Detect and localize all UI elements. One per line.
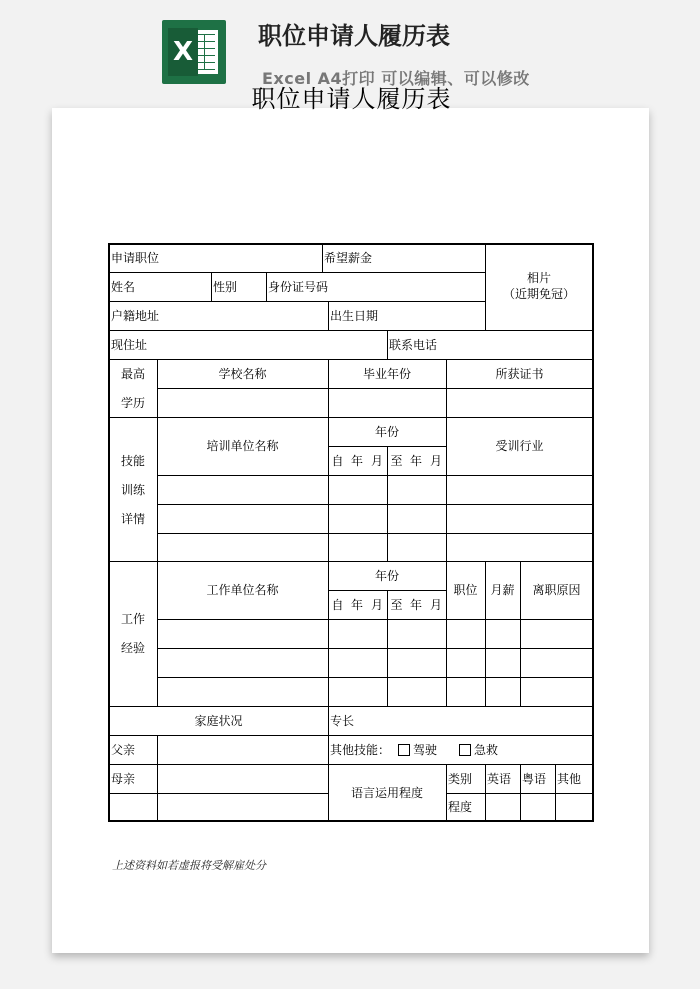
training-to-year: 年 bbox=[409, 453, 422, 468]
banner-subtitle: Excel A4打印 可以编辑、可以修改 bbox=[262, 69, 530, 88]
header-school-name: 学校名称 bbox=[218, 366, 267, 381]
excel-x-letter: X bbox=[168, 28, 198, 76]
header-certificates: 所获证书 bbox=[495, 366, 544, 381]
label-family-status: 家庭状况 bbox=[194, 713, 243, 728]
header-training-unit: 培训单位名称 bbox=[206, 439, 279, 453]
label-training-3: 详情 bbox=[120, 511, 145, 526]
label-mother: 母亲 bbox=[111, 771, 136, 786]
work-from: 自 bbox=[331, 597, 344, 612]
label-work-1: 工作 bbox=[120, 611, 145, 626]
label-work-2: 经验 bbox=[120, 640, 145, 655]
label-hukou-address: 户籍地址 bbox=[111, 308, 160, 323]
training-to-month: 月 bbox=[429, 453, 442, 468]
work-from-month: 月 bbox=[370, 597, 383, 612]
other-skills-row bbox=[328, 735, 593, 764]
label-drive: 驾驶 bbox=[413, 742, 438, 757]
label-degree: 程度 bbox=[448, 800, 473, 814]
label-id-number: 身份证号码 bbox=[268, 279, 329, 294]
work-to-year: 年 bbox=[409, 597, 422, 612]
header-training-industry: 受训行业 bbox=[495, 439, 544, 453]
label-other-skills: 其他技能： bbox=[330, 742, 391, 757]
label-gender: 性别 bbox=[213, 279, 238, 294]
header-training-year: 年份 bbox=[374, 424, 399, 439]
label-education-2: 学历 bbox=[120, 395, 145, 410]
label-cantonese: 粤语 bbox=[522, 771, 547, 786]
label-training-2: 训练 bbox=[120, 482, 145, 497]
work-from-year: 年 bbox=[350, 597, 363, 612]
label-first-aid: 急救 bbox=[474, 742, 499, 757]
label-expected-salary: 希望薪金 bbox=[324, 251, 373, 265]
label-position: 申请职位 bbox=[111, 251, 160, 265]
training-from: 自 bbox=[331, 453, 344, 468]
training-from-month: 月 bbox=[370, 453, 383, 468]
first-aid-checkbox[interactable] bbox=[459, 744, 471, 756]
label-english: 英语 bbox=[487, 771, 512, 786]
footer-note: 上述资料如若虚报将受解雇处分 bbox=[112, 859, 266, 872]
work-to-month: 月 bbox=[429, 597, 442, 612]
header-work-salary: 月薪 bbox=[490, 583, 515, 597]
label-training-1: 技能 bbox=[120, 454, 145, 468]
document-title: 职位申请人履历表 bbox=[251, 85, 452, 113]
banner-title: 职位申请人履历表 bbox=[258, 22, 450, 50]
label-current-address: 现住址 bbox=[111, 337, 148, 352]
drive-checkbox[interactable] bbox=[398, 744, 410, 756]
label-other-language: 其他 bbox=[557, 771, 582, 786]
label-specialty: 专长 bbox=[330, 713, 355, 728]
label-birth-date: 出生日期 bbox=[330, 308, 379, 323]
header-work-year: 年份 bbox=[374, 568, 399, 583]
header-work-position: 职位 bbox=[453, 583, 478, 597]
excel-icon bbox=[162, 20, 226, 84]
label-category: 类别 bbox=[448, 771, 473, 786]
header-work-unit: 工作单位名称 bbox=[206, 583, 279, 597]
grid-graphic bbox=[195, 34, 215, 70]
label-photo-note: （近期免冠） bbox=[502, 287, 575, 301]
label-photo: 相片 bbox=[526, 271, 551, 285]
label-phone: 联系电话 bbox=[389, 337, 438, 352]
label-father: 父亲 bbox=[111, 742, 136, 757]
work-to: 至 bbox=[390, 597, 403, 612]
label-education-1: 最高 bbox=[120, 366, 145, 381]
training-to: 至 bbox=[390, 453, 403, 468]
header-graduation-year: 毕业年份 bbox=[362, 366, 411, 381]
label-name: 姓名 bbox=[111, 279, 136, 294]
label-language: 语言运用程度 bbox=[350, 785, 423, 800]
header-leave-reason: 离职原因 bbox=[532, 583, 581, 597]
training-from-year: 年 bbox=[350, 453, 363, 468]
